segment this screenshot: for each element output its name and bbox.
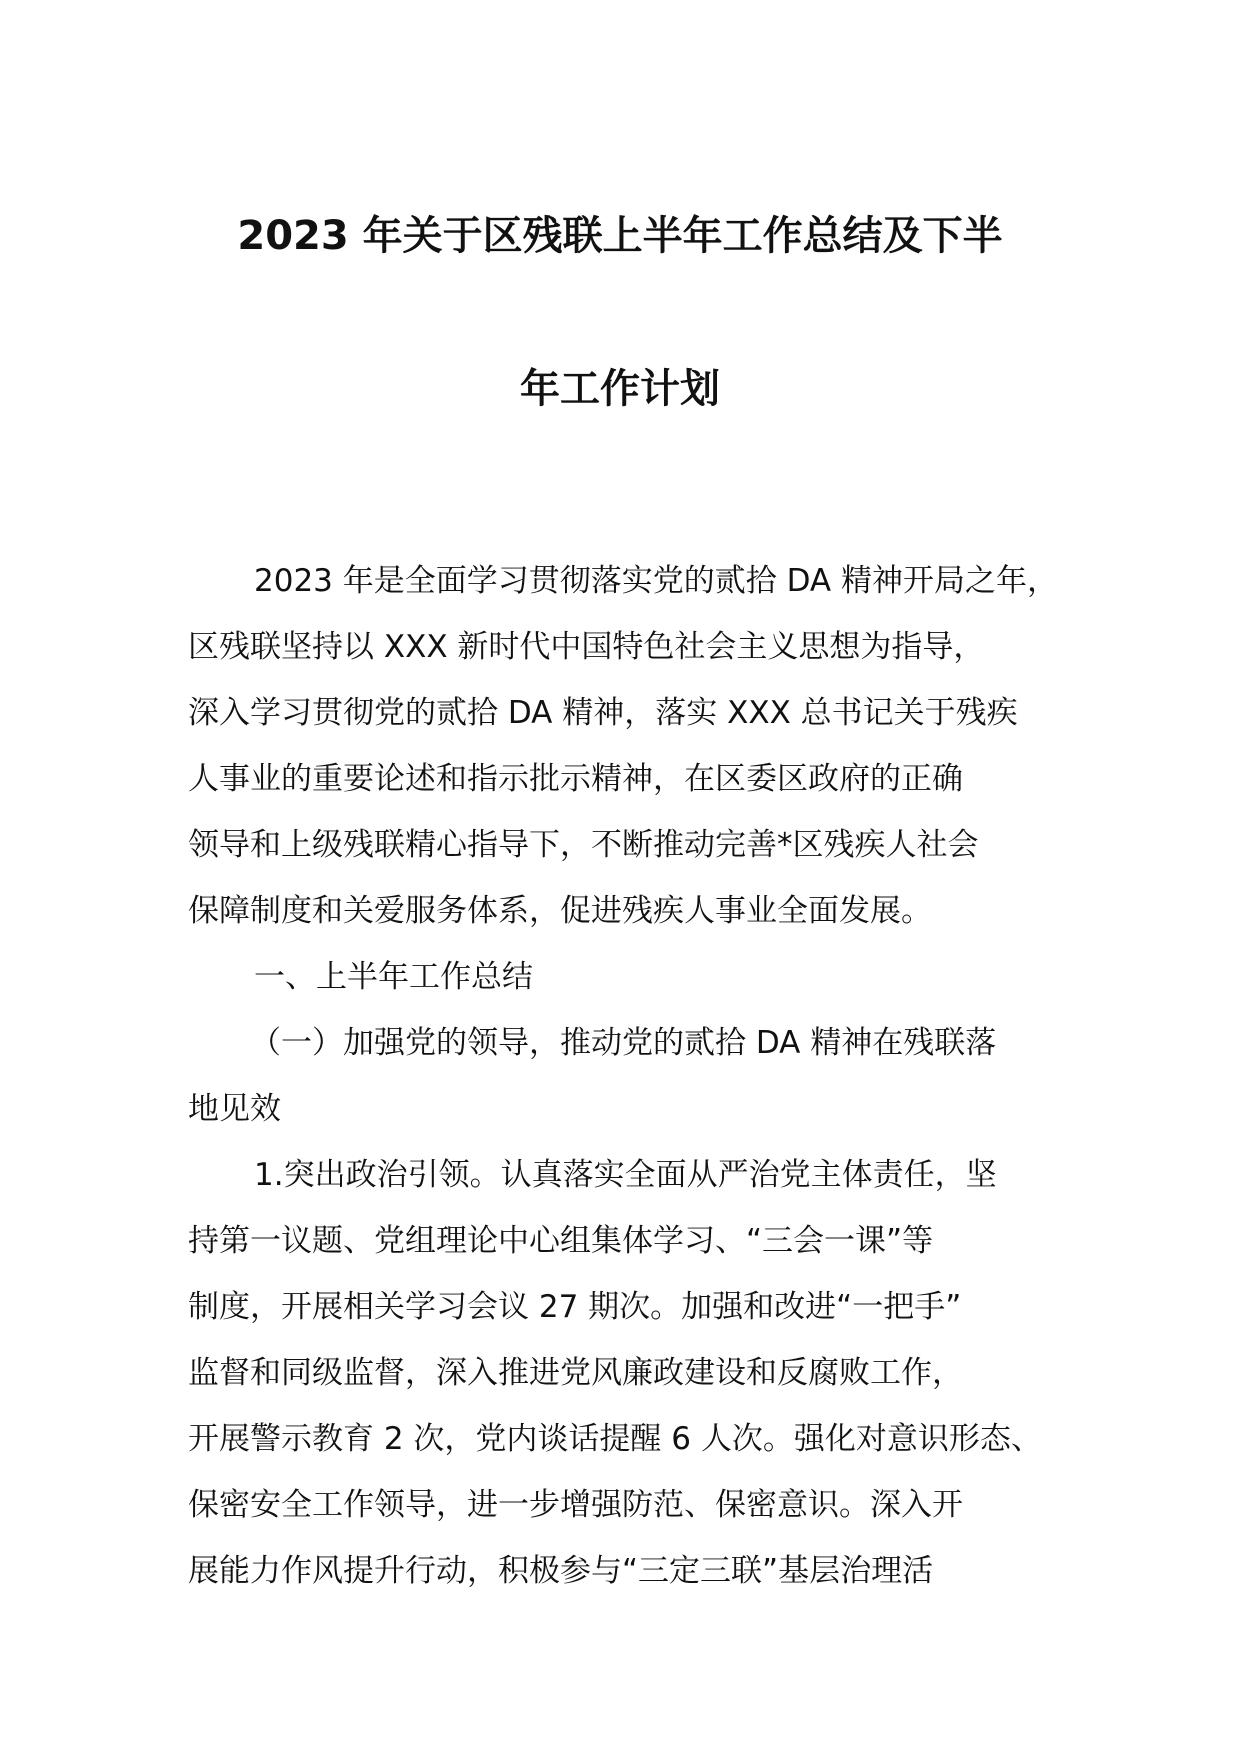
section-heading: 一、上半年工作总结 xyxy=(254,959,533,995)
document-title-line-1: 2023 年关于区残联上半年工作总结及下半 xyxy=(237,213,1003,259)
document-body xyxy=(188,548,1088,1604)
paragraph-line: 1.突出政治引领。认真落实全面从严治党主体责任，坚 xyxy=(254,1157,997,1193)
subsection-heading-line: （一）加强党的领导，推动党的贰拾 DA 精神在残联落 xyxy=(250,1025,997,1061)
paragraph-line: 领导和上级残联精心指导下，不断推动完善*区残疾人社会 xyxy=(188,827,979,863)
document-title-line-2: 年工作计划 xyxy=(520,366,720,412)
paragraph-line: 人事业的重要论述和指示批示精神，在区委区政府的正确 xyxy=(188,761,963,797)
paragraph-line: 保密安全工作领导，进一步增强防范、保密意识。深入开 xyxy=(188,1487,963,1523)
paragraph-line: 展能力作风提升行动，积极参与“三定三联”基层治理活 xyxy=(188,1553,934,1589)
paragraph-line: 监督和同级监督，深入推进党风廉政建设和反腐败工作， xyxy=(188,1355,963,1391)
paragraph-line: 区残联坚持以 XXX 新时代中国特色社会主义思想为指导， xyxy=(188,629,985,665)
paragraph-line: 持第一议题、党组理论中心组集体学习、“三会一课”等 xyxy=(188,1223,934,1259)
subsection-heading-line: 地见效 xyxy=(188,1091,281,1127)
paragraph-line: 开展警示教育 2 次，党内谈话提醒 6 人次。强化对意识形态、 xyxy=(188,1421,1042,1457)
paragraph-line: 2023 年是全面学习贯彻落实党的贰拾 DA 精神开局之年， xyxy=(254,563,1058,599)
paragraph-line: 制度，开展相关学习会议 27 期次。加强和改进“一把手” xyxy=(188,1289,962,1325)
paragraph-line: 深入学习贯彻党的贰拾 DA 精神，落实 XXX 总书记关于残疾 xyxy=(188,695,1018,731)
paragraph-line: 保障制度和关爱服务体系，促进残疾人事业全面发展。 xyxy=(188,893,932,929)
